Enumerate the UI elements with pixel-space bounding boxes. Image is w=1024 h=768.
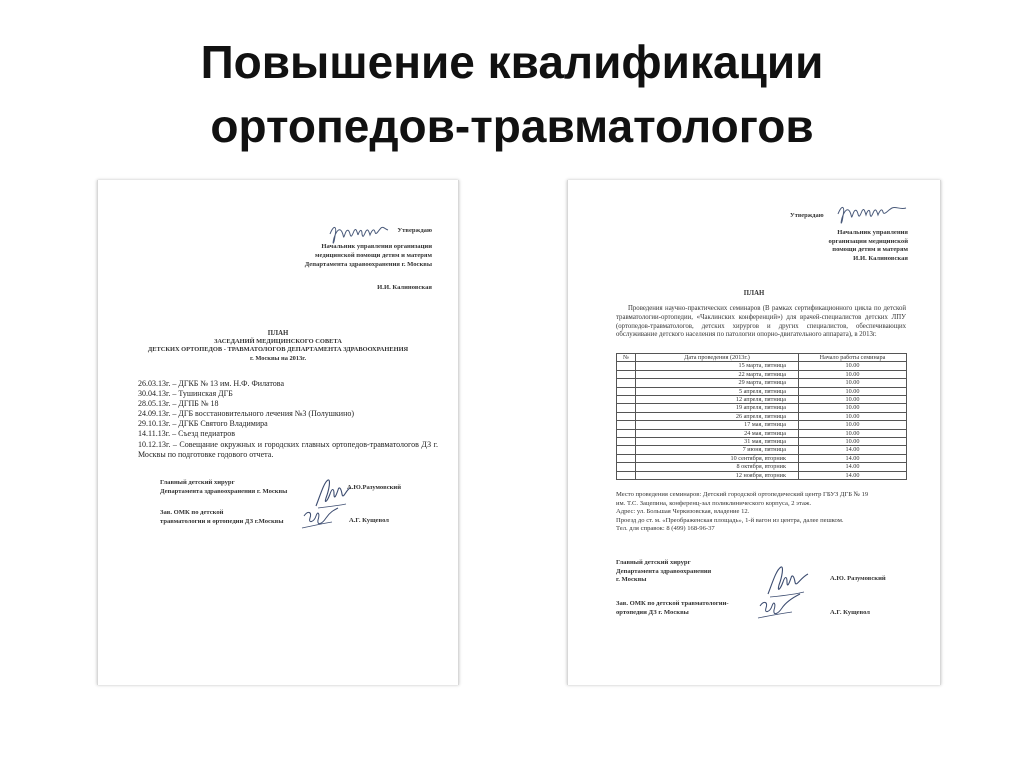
plan-heading-line: г. Москвы на 2013г. [249, 354, 307, 362]
meetings-list [138, 379, 438, 460]
table-row [617, 446, 907, 454]
venue-line: Адрес: ул. Большая Черкизовская, владение 12. [616, 508, 750, 516]
plan-heading-line: ДЕТСКИХ ОРТОПЕДОВ - ТРАВМАТОЛОГОВ ДЕПАРТАМЕНТА ЗДРАВООХРАНЕНИЯ [147, 346, 409, 354]
date-cell: 5 апреля, пятница [636, 387, 799, 395]
date-cell: 19 апреля, пятница [636, 404, 799, 412]
approval-block [568, 229, 908, 263]
table-row [617, 429, 907, 437]
slide-title [0, 30, 1024, 158]
omk-name: А.Г. Кущевол [830, 609, 870, 616]
date-cell: 12 ноября, вторник [636, 471, 799, 479]
date-cell: 29 марта, пятница [636, 379, 799, 387]
omk-head-block [160, 508, 284, 526]
date-cell: 26 апреля, пятница [636, 412, 799, 420]
list-item: 26.03.13г. – ДГКБ № 13 им. Н.Ф. Филатова [138, 379, 285, 388]
list-item: 14.11.13г. – Съезд педиатров [138, 429, 236, 439]
list-item: 30.04.13г. – Тушинская ДГБ [138, 389, 233, 399]
approver-line: организации медицинской [828, 237, 908, 245]
omk-line: Зав. ОМК по детской [160, 509, 224, 516]
list-item: 10.12.13г. – Совещание окружных и городских главных ортопедов-травматологов ДЗ г. Москвы по подготовке годового отчета. [138, 439, 438, 459]
table-row [617, 387, 907, 395]
approver-line: Начальник управления организации [321, 243, 432, 250]
chief-line: Главный детский хирург [160, 479, 235, 486]
date-cell: 22 марта, пятница [636, 370, 799, 378]
plan-description: Проведения научно-практических семинаров (В рамках сертификационного цикла по детской травматологии-ортопедии, «Чаклинских конференций») для врачей-специалистов детских ЛПУ (ортопедов-травматологов, детских хирургов и других специалистов, обеспечивающих обслуживание детского населения по патологии опорно-двигательного аппарата), в 2013г. [616, 305, 906, 339]
approver-line: помощи детям и матерям [832, 246, 908, 254]
table-row [617, 454, 907, 462]
plan-heading-line: ЗАСЕДАНИЙ МЕДИЦИНСКОГО СОВЕТА [214, 338, 342, 346]
date-cell: 31 мая, пятница [636, 438, 799, 446]
approver-line: медицинской помощи детям и матерям [315, 252, 432, 259]
venue-line: им. Т.С. Зацепина, конференц-зал поликлинического корпуса, 2 этаж. [616, 499, 812, 507]
plan-heading-line: ПЛАН [267, 330, 289, 337]
omk-line: Зав. ОМК по детской травматологии- [616, 600, 729, 607]
time-cell: 10.00 [799, 404, 907, 412]
time-cell: 10.00 [799, 429, 907, 437]
date-cell: 15 марта, пятница [636, 362, 799, 370]
time-cell: 10.00 [799, 438, 907, 446]
chief-line: г. Москвы [616, 576, 647, 584]
date-cell: 10 сентября, вторник [636, 454, 799, 462]
table-row [617, 412, 907, 420]
list-item: 29.10.13г. – ДГКБ Святого Владимира [138, 419, 268, 429]
table-header-row [617, 354, 907, 362]
omk-head-block [616, 600, 729, 617]
date-cell: 8 октября, вторник [636, 463, 799, 471]
chief-surgeon-block [160, 478, 287, 496]
column-header: Начало работы семинара [799, 354, 907, 362]
approver-name: И.И. Калиновская [377, 284, 432, 291]
chief-line: Департамента здравоохранения г. Москвы [160, 488, 288, 495]
omk-name: А.Г. Кущевол [349, 517, 389, 524]
seminar-schedule-table [616, 353, 907, 480]
approver-name: И.И. Калиновская [853, 254, 908, 262]
right-document-page [567, 180, 941, 685]
time-cell: 10.00 [799, 412, 907, 420]
list-item: 24.09.13г. – ДГБ восстановительного лечения №3 (Полушкино) [138, 409, 355, 419]
table-row [617, 404, 907, 412]
time-cell: 10.00 [799, 370, 907, 378]
time-cell: 14.00 [799, 446, 907, 454]
table-row [617, 396, 907, 404]
chief-name: А.Ю.Разумовский [347, 484, 402, 491]
table-row [617, 421, 907, 429]
column-header: Дата проведения (2013г.) [636, 354, 799, 362]
venue-block [616, 491, 911, 534]
plan-title: ПЛАН [743, 290, 765, 297]
time-cell: 14.00 [799, 454, 907, 462]
table-row [617, 370, 907, 378]
time-cell: 10.00 [799, 396, 907, 404]
approver-signature [836, 202, 908, 228]
approver-line: Начальник управления [837, 229, 908, 236]
date-cell: 17 мая, пятница [636, 421, 799, 429]
chief-surgeon-block [616, 559, 711, 585]
chief-line: Главный детский хирург [616, 559, 691, 566]
chief-name: А.Ю. Разумовский [830, 575, 886, 582]
chief-line: Департамента здравоохранения [616, 567, 712, 575]
column-header: № [617, 354, 636, 362]
approve-word: Утверждаю [397, 227, 432, 234]
date-cell: 24 мая, пятница [636, 429, 799, 437]
venue-line: Проезд до ст. м. «Преображенская площадь», 1-й вагон из центра, далее пешком. [616, 516, 844, 524]
approval-block [98, 226, 432, 292]
slide-title-line-1: Повышение квалификации [200, 36, 824, 88]
time-cell: 14.00 [799, 463, 907, 471]
table-row [617, 379, 907, 387]
table-row [617, 471, 907, 479]
time-cell: 10.00 [799, 379, 907, 387]
date-cell: 12 апреля, пятница [636, 396, 799, 404]
left-document-page [97, 180, 459, 685]
omk-signature [298, 502, 348, 532]
time-cell: 10.00 [799, 387, 907, 395]
venue-line: Место проведения семинаров: Детский городской ортопедический центр ГБУЗ ДГБ № 19 [616, 491, 869, 498]
time-cell: 10.00 [799, 362, 907, 370]
table-row [617, 463, 907, 471]
omk-line: травматологии и ортопедии ДЗ г.Москвы [160, 518, 284, 525]
approver-line: Департамента здравоохранения г. Москвы [304, 261, 432, 268]
slide-title-line-2: ортопедов-травматологов [210, 100, 814, 152]
venue-line: Тел. для справок: 8 (499) 168-96-37 [616, 525, 715, 533]
date-cell: 7 июня, пятница [636, 446, 799, 454]
approve-word: Утверждаю [790, 212, 824, 219]
list-item: 28.05.13г. – ДГПБ № 18 [138, 399, 219, 409]
plan-heading [138, 330, 418, 363]
omk-signature [754, 590, 810, 622]
table-row [617, 438, 907, 446]
time-cell: 10.00 [799, 421, 907, 429]
time-cell: 14.00 [799, 471, 907, 479]
omk-line: ортопедии ДЗ г. Москвы [616, 608, 689, 616]
table-row [617, 362, 907, 370]
